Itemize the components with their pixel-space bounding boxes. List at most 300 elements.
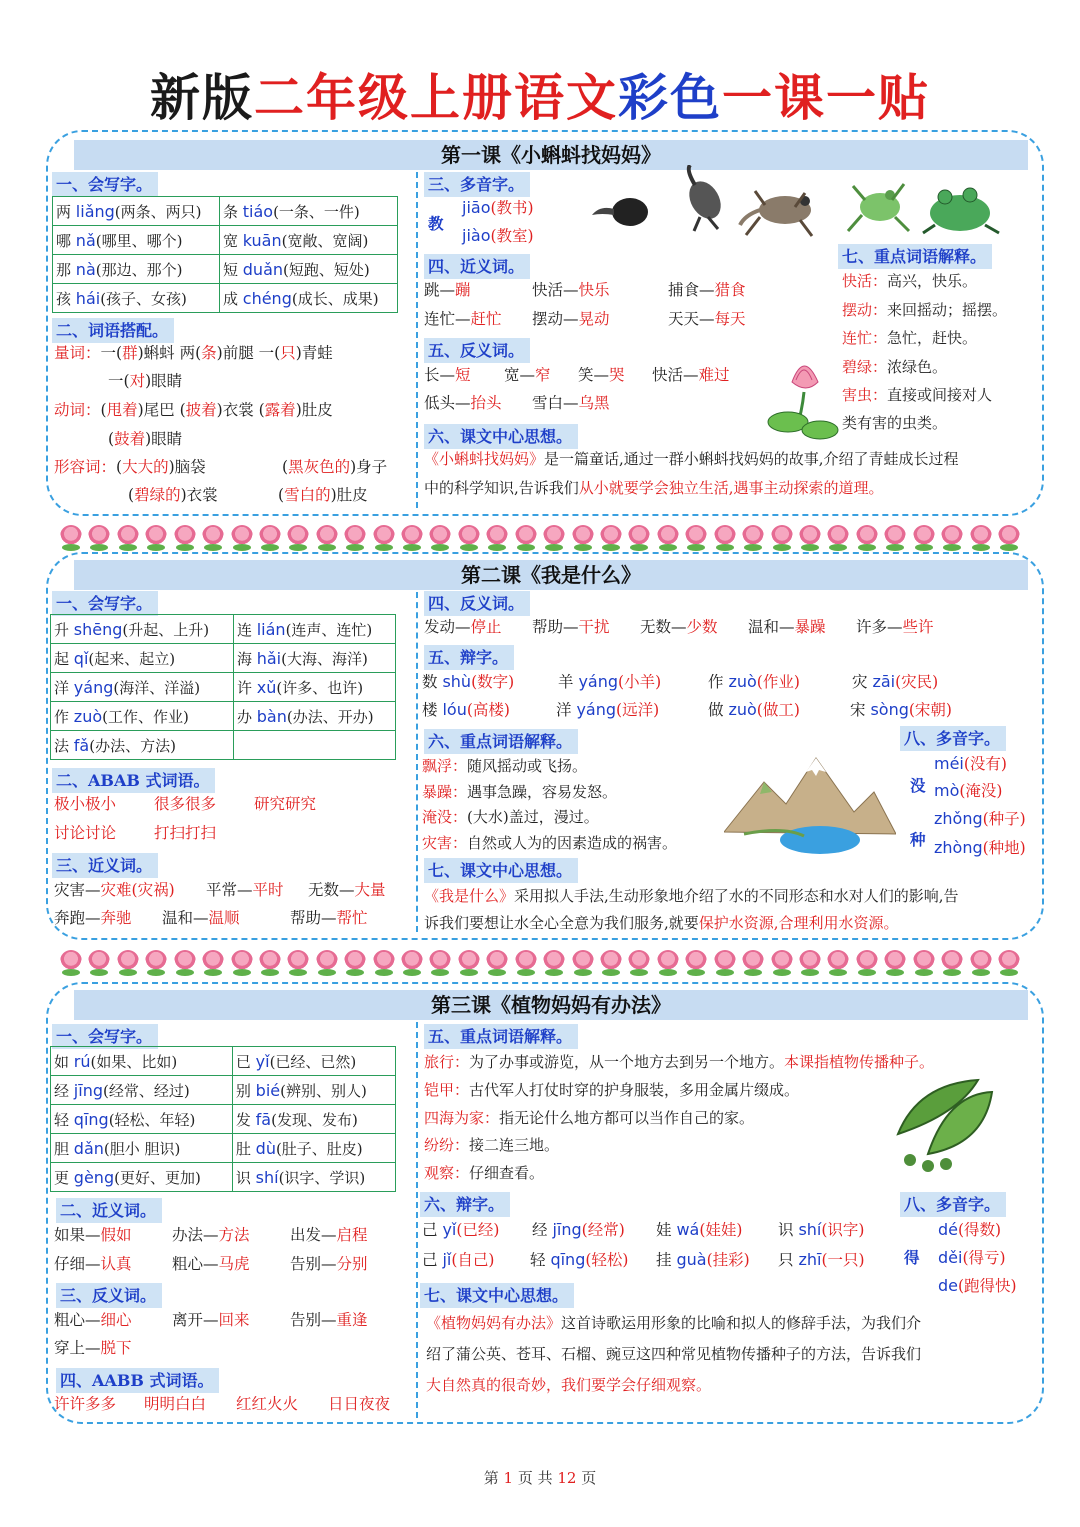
- lesson2-polyphone-char-zhong: 种: [910, 830, 926, 849]
- char: 轻: [54, 1110, 70, 1129]
- flower-icon: [941, 950, 963, 972]
- flower-icon: [88, 525, 110, 547]
- flower-icon: [174, 950, 196, 972]
- lesson2-polyphone-zhong-1: zhǒng(种子): [934, 809, 1026, 828]
- lesson1-heading-central: 六、课文中心思想。: [424, 424, 578, 449]
- flower-icon: [998, 525, 1020, 547]
- char: 成: [222, 289, 238, 308]
- flower-icon: [771, 950, 793, 972]
- lesson1-heading-explain: 七、重点词语解释。: [838, 244, 992, 269]
- word-explanation: 害虫：直接或间接对人: [842, 386, 993, 404]
- distinguish-item: 娃 wá(娃娃): [656, 1220, 743, 1239]
- char: 作: [54, 707, 70, 726]
- words: (成长、成果): [291, 289, 379, 308]
- lesson1-heading-collocation: 二、词语搭配。: [52, 318, 174, 343]
- char: 洋: [54, 678, 70, 697]
- flower-icon: [515, 525, 537, 547]
- lesson3-central-line1: 《植物妈妈有办法》这首诗歌运用形象的比喻和拟人的修辞手法，为我们介: [426, 1314, 922, 1332]
- words: (孩子、女孩): [100, 289, 187, 308]
- char: 识: [235, 1168, 251, 1187]
- flower-icon: [231, 525, 253, 547]
- column-divider: [416, 172, 418, 508]
- word-pair: 跳—蹦: [424, 281, 471, 299]
- write-char-cell: [219, 255, 397, 284]
- lesson3-heading-synonyms: 二、近义词。: [56, 1198, 162, 1223]
- word-pair: 发动—停止: [424, 618, 502, 636]
- lesson1-dongci-row1: 动词：(甩着)尾巴 (披着)衣裳 (露着)肚皮: [54, 401, 333, 419]
- pinyin: bàn: [256, 706, 287, 726]
- char: 办: [236, 707, 252, 726]
- flower-icon: [714, 525, 736, 547]
- flower-icon: [458, 950, 480, 972]
- distinguish-item: 只 zhī(一只): [778, 1250, 865, 1269]
- word-pair: 穿上—脱下: [54, 1339, 132, 1357]
- flower-icon: [941, 525, 963, 547]
- word-explanation: 碧绿：浓绿色。: [842, 357, 948, 376]
- words: (发现、发布): [271, 1110, 358, 1129]
- flower-icon: [344, 525, 366, 547]
- lesson1-xingrongci-row2b: (雪白的)肚皮: [278, 486, 368, 504]
- words: (短跑、短处): [283, 260, 370, 279]
- char: 那: [56, 260, 72, 279]
- word-pair: 无数—少数: [640, 618, 718, 636]
- title-part-3: 彩色: [618, 69, 722, 127]
- lesson1-xingrongci-row2: (碧绿的)衣裳: [128, 486, 218, 504]
- write-char-cell: [219, 197, 397, 226]
- column-divider: [416, 592, 418, 932]
- words: (那边、那个): [95, 260, 183, 279]
- words: (办法、开办): [286, 707, 374, 726]
- flower-icon: [486, 950, 508, 972]
- words: (许多、也许): [276, 678, 364, 697]
- lesson1-liangci-row1: 量词：一(群)蝌蚪 两(条)前腿 一(只)青蛙: [54, 344, 333, 362]
- lesson2-polyphone-mei-1: méi(没有): [934, 754, 1007, 773]
- write-char-cell: [232, 1134, 395, 1163]
- word-explanation: 铠甲：古代军人打仗时穿的护身服装，多用金属片缀成。: [424, 1081, 800, 1099]
- flower-icon: [998, 950, 1020, 972]
- flower-icon: [287, 525, 309, 547]
- lesson2-title-bar: 第二课《我是什么》: [74, 560, 1028, 590]
- flower-icon: [231, 950, 253, 972]
- flower-icon: [543, 525, 565, 547]
- lesson1-heading-write: 一、会写字。: [52, 172, 158, 197]
- lesson1-heading-antonyms: 五、反义词。: [424, 338, 530, 363]
- pinyin: qīng: [73, 1109, 109, 1129]
- lesson3-explain-travel: 旅行：为了办事或游览，从一个地方去到另一个地方。本课指植物传播种子。: [424, 1053, 935, 1071]
- words: (识字、学识): [278, 1168, 366, 1187]
- lesson1-polyphone-char: 教: [428, 214, 444, 233]
- small-frog-icon: [848, 184, 909, 231]
- word-explanation-cont: 类有害的虫类。: [842, 414, 948, 432]
- write-char-cell: [233, 644, 395, 673]
- flower-icon: [202, 525, 224, 547]
- flower-icon: [259, 525, 281, 547]
- word-explanation: 摆动：来回摇动；摇摆。: [842, 300, 1008, 319]
- flower-icon: [657, 525, 679, 547]
- flower-icon: [856, 525, 878, 547]
- distinguish-item: 挂 guà(挂彩): [656, 1250, 750, 1269]
- flower-icon: [799, 950, 821, 972]
- word-pair: 温和—暴躁: [748, 618, 826, 636]
- title-part-2: 二年级上册语文: [254, 69, 618, 127]
- page-title: [0, 58, 1080, 130]
- words: (办法、方法): [89, 736, 176, 755]
- pinyin: gèng: [73, 1167, 115, 1187]
- lesson1-central-line2: 中的科学知识,告诉我们从小就要学会独立生活,遇事主动探索的道理。: [424, 479, 884, 497]
- flower-icon: [373, 950, 395, 972]
- lesson3-central-line3: 大自然真的很奇妙，我们要学会仔细观察。: [426, 1376, 712, 1394]
- word-pair: 如果—假如: [54, 1226, 132, 1244]
- word-pair: 温和—温顺: [162, 909, 240, 927]
- write-char-cell: [233, 731, 395, 760]
- write-char-cell: [219, 226, 397, 255]
- lesson3-heading-aabb: 四、AABB 式词语。: [56, 1368, 219, 1393]
- distinguish-item: 数 shù(数字): [422, 672, 515, 691]
- flower-icon: [486, 525, 508, 547]
- pinyin: bié: [255, 1080, 281, 1100]
- words: (大海、海洋): [281, 649, 368, 668]
- word-pair: 宽—窄: [504, 366, 551, 384]
- char: 两: [56, 202, 72, 221]
- tadpole-legs-icon: [683, 165, 727, 231]
- flower-icon: [572, 525, 594, 547]
- flower-icon: [685, 525, 707, 547]
- words: (两条、两只): [114, 202, 202, 221]
- words: (升起、上升): [122, 620, 210, 639]
- pinyin: xǔ: [256, 677, 277, 697]
- write-char-cell: [232, 1047, 395, 1076]
- pinyin: chéng: [242, 288, 292, 308]
- words: (已经、已然): [269, 1052, 357, 1071]
- flower-icon: [88, 950, 110, 972]
- lesson2-central-line1: 《我是什么》采用拟人手法,生动形象地介绍了水的不同形态和水对人们的影响,告: [424, 887, 959, 905]
- flower-icon: [742, 525, 764, 547]
- pinyin: fā: [255, 1109, 272, 1129]
- char: 短: [222, 260, 238, 279]
- frog-icon: [923, 188, 999, 233]
- flower-icon: [657, 950, 679, 972]
- words: (宽敞、宽阔): [281, 231, 369, 250]
- flower-divider: [60, 947, 1020, 975]
- flower-icon: [685, 950, 707, 972]
- pinyin: liǎng: [75, 201, 115, 221]
- lesson2-heading-write: 一、会写字。: [52, 591, 158, 616]
- write-char-cell: [51, 731, 234, 760]
- pea-pod-illustration: [888, 1074, 1000, 1174]
- pinyin: nà: [75, 259, 96, 279]
- flower-icon: [145, 950, 167, 972]
- word-pair: 摆动—晃动: [532, 310, 610, 328]
- distinguish-item: 楼 lóu(高楼): [422, 700, 510, 719]
- flower-divider: [60, 522, 1020, 550]
- distinguish-item: 轻 qīng(轻松): [530, 1250, 629, 1269]
- lesson3-title-bar: 第三课《植物妈妈有办法》: [74, 990, 1028, 1020]
- char: 经: [54, 1081, 70, 1100]
- pinyin: nǎ: [75, 230, 96, 250]
- flower-icon: [799, 525, 821, 547]
- word-pair: 离开—回来: [172, 1311, 250, 1329]
- word-item: 很多很多: [154, 795, 217, 813]
- tadpole-icon: [592, 198, 648, 226]
- flower-icon: [316, 525, 338, 547]
- lesson3-central-line2: 绍了蒲公英、苍耳、石榴、豌豆这四种常见植物传播种子的方法，告诉我们: [426, 1345, 922, 1363]
- distinguish-item: 作 zuò(作业): [708, 672, 800, 691]
- pinyin: fǎ: [73, 735, 90, 755]
- write-char-cell: [51, 1163, 233, 1192]
- pinyin: kuān: [242, 230, 282, 250]
- char: 海: [236, 649, 252, 668]
- lesson2-heading-antonyms: 四、反义词。: [424, 591, 530, 616]
- word-pair: 奔跑—奔驰: [54, 909, 132, 927]
- write-char-cell: [51, 1134, 233, 1163]
- lesson2-heading-explain: 六、重点词语解释。: [424, 729, 578, 754]
- lesson2-central-line2: 诉我们要想让水全心全意为我们服务,就要保护水资源,合理利用水资源。: [424, 914, 899, 932]
- write-char-cell: [51, 1105, 233, 1134]
- lesson1-polyphone-1: jiāo(教书): [462, 198, 534, 217]
- lesson3-polyphone-char: 得: [904, 1248, 920, 1267]
- words: (一条、一件): [273, 202, 360, 221]
- write-char-cell: [51, 644, 234, 673]
- word-explanation: 纷纷：接二连三地。: [424, 1136, 560, 1154]
- word-pair: 快活—快乐: [532, 281, 610, 299]
- flower-icon: [117, 950, 139, 972]
- word-item: 研究研究: [254, 795, 317, 813]
- char: 条: [222, 202, 238, 221]
- word-explanation: 飘浮：随风摇动或飞扬。: [422, 757, 588, 775]
- flower-icon: [259, 950, 281, 972]
- pinyin: dù: [255, 1138, 276, 1158]
- flower-icon: [827, 950, 849, 972]
- words: (经常、经过): [102, 1081, 190, 1100]
- flower-icon: [827, 525, 849, 547]
- lesson2-polyphone-mei-2: mò(淹没): [934, 781, 1003, 800]
- column-divider: [416, 1022, 418, 1418]
- word-pair: 仔细—认真: [54, 1255, 132, 1273]
- lesson1-xingrongci-row1b: (黑灰色的)身子: [282, 458, 388, 476]
- word-item: 红红火火: [236, 1395, 299, 1413]
- char: 宽: [222, 231, 238, 250]
- word-pair: 办法—方法: [172, 1226, 250, 1244]
- word-item: 许许多多: [54, 1395, 117, 1413]
- write-char-cell: [51, 673, 234, 702]
- lesson3-polyphone-3: de(跑得快): [938, 1276, 1017, 1295]
- lesson3-heading-distinguish: 六、辩字。: [420, 1192, 510, 1217]
- pinyin: yǐ: [255, 1051, 270, 1071]
- word-pair: 快活—难过: [652, 366, 730, 384]
- word-pair: 告别—分别: [290, 1255, 368, 1273]
- young-frog-icon: [740, 191, 812, 236]
- words: (胆小 胆识): [103, 1139, 181, 1158]
- word-pair: 天天—每天: [668, 310, 746, 328]
- flower-icon: [429, 950, 451, 972]
- flower-icon: [913, 525, 935, 547]
- flower-icon: [970, 950, 992, 972]
- word-explanation: 四海为家：指无论什么地方都可以当作自己的家。: [424, 1108, 755, 1127]
- word-pair: 灾害—灾难(灾祸): [54, 881, 175, 899]
- lesson2-heading-central: 七、课文中心思想。: [424, 858, 578, 883]
- write-char-cell: [232, 1076, 395, 1105]
- flower-icon: [771, 525, 793, 547]
- word-explanation: 连忙：急忙，赶快。: [842, 329, 978, 347]
- flower-icon: [401, 525, 423, 547]
- lesson3-write-table: [50, 1046, 396, 1192]
- flower-icon: [145, 525, 167, 547]
- lesson1-dongci-row2: (鼓着)眼睛: [108, 430, 183, 448]
- word-pair: 低头—抬头: [424, 394, 502, 412]
- flower-icon: [60, 950, 82, 972]
- word-item: 日日夜夜: [328, 1395, 391, 1413]
- words: (工作、作业): [102, 707, 189, 726]
- char: 法: [54, 736, 70, 755]
- words: (肚子、肚皮): [275, 1139, 363, 1158]
- write-char-cell: [51, 615, 234, 644]
- title-part-4: 一课一贴: [722, 69, 930, 127]
- flower-icon: [373, 525, 395, 547]
- flower-icon: [543, 950, 565, 972]
- lesson1-heading-synonyms: 四、近义词。: [424, 254, 530, 279]
- word-pair: 平常—平时: [206, 881, 284, 899]
- words: (起来、起立): [88, 649, 176, 668]
- write-char-cell: [53, 284, 220, 313]
- words: (轻松、年轻): [108, 1110, 196, 1129]
- lesson2-heading-distinguish: 五、辩字。: [424, 645, 514, 670]
- distinguish-item: 做 zuò(做工): [708, 700, 800, 719]
- char: 升: [54, 620, 70, 639]
- char: 许: [236, 678, 252, 697]
- lesson1-polyphone-2: jiào(教室): [462, 226, 534, 245]
- flower-icon: [572, 950, 594, 972]
- char: 已: [235, 1052, 251, 1071]
- char: 如: [54, 1052, 70, 1071]
- word-explanation: 暴躁：遇事急躁，容易发怒。: [422, 782, 618, 801]
- write-char-cell: [53, 255, 220, 284]
- word-pair: 长—短: [424, 366, 471, 384]
- lesson2-polyphone-char-mei: 没: [910, 776, 926, 795]
- word-pair: 连忙—赶忙: [424, 310, 502, 328]
- char: 胆: [54, 1139, 70, 1158]
- pinyin: hái: [75, 288, 101, 308]
- lesson1-write-table: [52, 196, 398, 313]
- word-pair: 粗心—马虎: [172, 1255, 250, 1273]
- lesson3-heading-write: 一、会写字。: [52, 1024, 158, 1049]
- write-char-cell: [233, 673, 395, 702]
- words: (如果、比如): [90, 1052, 178, 1071]
- words: (海洋、洋溢): [113, 678, 201, 697]
- word-explanation: 灾害：自然或人为的因素造成的祸害。: [422, 833, 678, 852]
- flower-icon: [742, 950, 764, 972]
- flower-icon: [913, 950, 935, 972]
- words: (更好、更加): [114, 1168, 201, 1187]
- word-explanation: 快活：高兴，快乐。: [842, 272, 978, 290]
- flower-icon: [429, 525, 451, 547]
- pinyin: shí: [255, 1167, 279, 1187]
- write-char-cell: [51, 1076, 233, 1105]
- tadpole-growth-illustration: [590, 165, 1010, 245]
- lesson2-heading-polyphone: 八、多音字。: [900, 726, 1006, 751]
- word-item: 明明白白: [144, 1395, 207, 1413]
- flower-icon: [316, 950, 338, 972]
- lesson3-heading-polyphone: 八、多音字。: [900, 1192, 1006, 1217]
- lesson2-polyphone-zhong-2: zhòng(种地): [934, 838, 1026, 857]
- pinyin: qǐ: [73, 648, 89, 668]
- words: (辨别、别人): [280, 1081, 367, 1100]
- title-part-1: 新版: [150, 69, 254, 127]
- write-char-cell: [53, 226, 220, 255]
- word-pair: 笑—哭: [578, 366, 625, 384]
- distinguish-item: 羊 yáng(小羊): [558, 672, 662, 691]
- lesson3-polyphone-1: dé(得数): [938, 1220, 1002, 1239]
- char: 孩: [56, 289, 72, 308]
- pinyin: zuò: [73, 706, 103, 726]
- pinyin: duǎn: [242, 259, 284, 279]
- mountain-lake-illustration: [724, 752, 896, 862]
- lesson2-heading-abab: 二、ABAB 式词语。: [52, 768, 215, 793]
- flower-icon: [600, 525, 622, 547]
- flower-icon: [628, 525, 650, 547]
- distinguish-item: 识 shí(识字): [778, 1220, 865, 1239]
- flower-icon: [344, 950, 366, 972]
- lesson1-central-line1: 《小蝌蚪找妈妈》是一篇童话,通过一群小蝌蚪找妈妈的故事,介绍了青蛙成长过程: [424, 450, 959, 468]
- page-footer: 第 1 页 共 12 页: [483, 1469, 597, 1487]
- pinyin: yáng: [73, 677, 114, 697]
- word-explanation: 淹没：(大水)盖过，漫过。: [422, 808, 599, 826]
- flower-icon: [174, 525, 196, 547]
- char: 发: [235, 1110, 251, 1129]
- word-pair: 许多—些许: [856, 618, 934, 636]
- char: 别: [235, 1081, 251, 1100]
- flower-icon: [458, 525, 480, 547]
- distinguish-item: 宋 sòng(宋朝): [850, 700, 952, 719]
- lesson2-heading-synonyms: 三、近义词。: [52, 853, 158, 878]
- write-char-cell: [219, 284, 397, 313]
- words: (哪里、哪个): [95, 231, 183, 250]
- word-pair: 帮助—干扰: [532, 618, 610, 636]
- words: (连声、连忙): [285, 620, 373, 639]
- word-pair: 雪白—乌黑: [532, 394, 610, 412]
- word-pair: 出发—启程: [290, 1226, 368, 1244]
- pinyin: rú: [73, 1051, 91, 1071]
- word-pair: 告别—重逢: [290, 1311, 368, 1329]
- pinyin: hǎi: [256, 648, 282, 668]
- write-char-cell: [232, 1105, 395, 1134]
- pinyin: shēng: [73, 619, 123, 639]
- lesson3-heading-explain: 五、重点词语解释。: [424, 1024, 578, 1049]
- write-char-cell: [53, 197, 220, 226]
- lesson1-title-bar: 第一课《小蝌蚪找妈妈》: [74, 140, 1028, 170]
- distinguish-item: 经 jīng(经常): [532, 1220, 625, 1239]
- pinyin: lián: [256, 619, 286, 639]
- write-char-cell: [233, 615, 395, 644]
- distinguish-item: 己 jǐ(自己): [422, 1250, 495, 1269]
- lesson1-liangci-row2: 一(对)眼睛: [108, 372, 183, 390]
- lesson1-xingrongci-row1: 形容词：(大大的)脑袋: [54, 458, 206, 476]
- write-char-cell: [233, 702, 395, 731]
- flower-icon: [884, 950, 906, 972]
- flower-icon: [970, 525, 992, 547]
- char: 起: [54, 649, 70, 668]
- flower-icon: [628, 950, 650, 972]
- word-pair: 捕食—猎食: [668, 281, 746, 299]
- flower-icon: [714, 950, 736, 972]
- word-item: 极小极小: [54, 795, 117, 813]
- lesson2-write-table: [50, 614, 396, 760]
- pinyin: tiáo: [242, 201, 274, 221]
- flower-icon: [515, 950, 537, 972]
- char: 更: [54, 1168, 70, 1187]
- lesson3-heading-antonyms: 三、反义词。: [56, 1283, 162, 1308]
- distinguish-item: 己 yǐ(已经): [422, 1220, 500, 1239]
- lesson3-heading-central: 七、课文中心思想。: [420, 1283, 574, 1308]
